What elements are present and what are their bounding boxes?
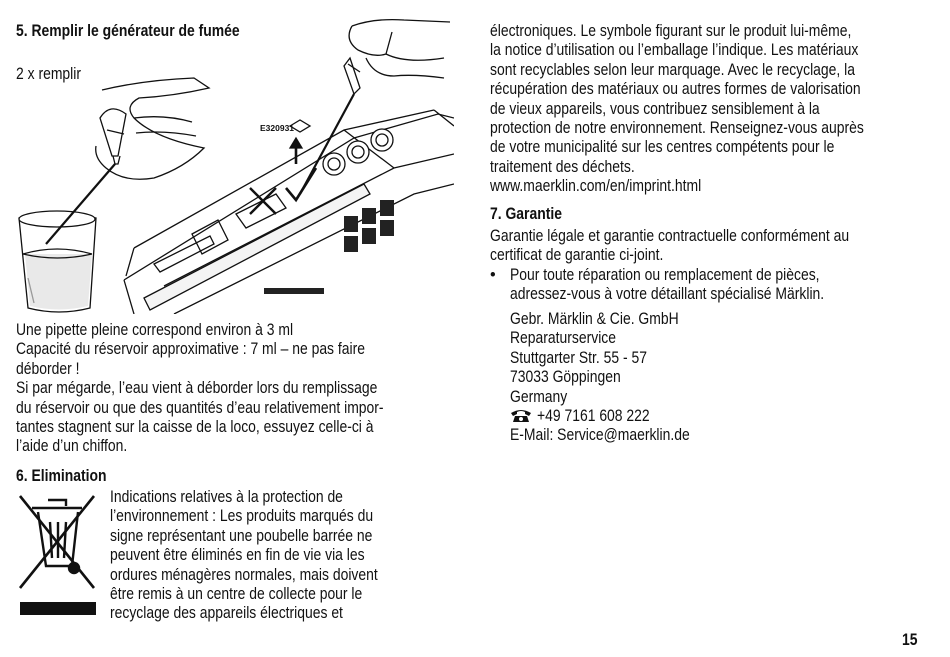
section6-title: 6. Elimination xyxy=(16,467,107,485)
text-line: du réservoir ou que des quantités d’eau relativement impor- xyxy=(16,398,384,417)
address-line: Germany xyxy=(510,387,568,406)
text-line: Une pipette pleine correspond environ à 3 ml xyxy=(16,321,294,339)
fill-note: 2 x remplir xyxy=(16,65,81,83)
address-line: Gebr. Märklin & Cie. GmbH xyxy=(510,310,679,328)
address-line: Reparaturservice xyxy=(510,329,617,348)
email-address[interactable]: E-Mail: Service@maerklin.de xyxy=(510,426,690,445)
text-line: traitement des déchets. xyxy=(490,157,635,176)
part-number: E320931 xyxy=(260,123,295,133)
page-number: 15 xyxy=(902,631,918,649)
text-line: Pour toute réparation ou remplacement de pièces, xyxy=(510,266,820,284)
right-hand-icon xyxy=(300,20,450,194)
section7-body xyxy=(490,227,908,266)
text-line: de votre municipalité sur les centres compétents pour le xyxy=(490,138,835,157)
text-line: ordures ménagères normales, mais doivent xyxy=(110,565,378,584)
text-line: tantes stagnent sur la caisse de la loco, essuyez celle-ci à xyxy=(16,418,374,437)
check-mark-icon xyxy=(286,168,316,200)
text-line: Garantie légale et garantie contractuelle conformément au xyxy=(490,227,850,245)
text-line: l’environnement : Les produits marqués du xyxy=(110,507,374,526)
section6-body xyxy=(110,488,421,624)
text-line: électroniques. Le symbole figurant sur le produit lui-même, xyxy=(490,22,852,40)
right-continuation xyxy=(490,22,925,197)
text-line: recyclage des appareils électriques et xyxy=(110,604,343,623)
text-line: protection de notre environnement. Renseignez-vous auprès xyxy=(490,119,864,138)
text-line: certificat de garantie ci-joint. xyxy=(490,246,664,265)
telephone-icon xyxy=(510,408,532,423)
phone-row xyxy=(510,407,719,426)
bullet-marker: • xyxy=(490,266,496,284)
text-line: Indications relatives à la protection de xyxy=(110,488,343,506)
bullet-text xyxy=(510,266,875,305)
address-line: 73033 Göppingen xyxy=(510,368,621,387)
text-line: peuvent être éliminés en fin de vie via les xyxy=(110,546,365,565)
text-line: être remis à un centre de collecte pour le xyxy=(110,585,363,604)
section5-body xyxy=(16,321,443,457)
crossed-bin-icon xyxy=(16,492,98,620)
text-line: adressez-vous à votre détaillant spécialisé Märklin. xyxy=(510,285,825,304)
section5-title: 5. Remplir le générateur de fumée xyxy=(16,22,240,40)
text-line: sont recyclables selon leur marquage. Avec le recyclage, la xyxy=(490,60,855,79)
cross-mark-icon xyxy=(250,188,276,214)
water-glass-icon xyxy=(19,211,96,312)
service-address xyxy=(510,310,719,446)
text-line: récupération des matériaux ou autres formes de valorisation xyxy=(490,80,861,99)
section7-title: 7. Garantie xyxy=(490,205,562,223)
text-line: déborder ! xyxy=(16,359,80,378)
imprint-link[interactable]: www.maerklin.com/en/imprint.html xyxy=(490,177,702,196)
text-line: de vieux appareils, vous contribuez sensiblement à la xyxy=(490,99,820,118)
text-line: l’aide d’un chiffon. xyxy=(16,437,128,456)
smoke-generator-illustration xyxy=(14,18,454,314)
text-line: Si par mégarde, l’eau vient à déborder lors du remplissage xyxy=(16,379,378,398)
address-line: Stuttgarter Str. 55 - 57 xyxy=(510,348,647,367)
text-line: signe représentant une poubelle barrée ne xyxy=(110,526,373,545)
text-line: Capacité du réservoir approximative : 7 ml – ne pas faire xyxy=(16,340,365,359)
text-line: la notice d’utilisation ou l’emballage l’indique. Les matériaux xyxy=(490,41,859,60)
phone-number: +49 7161 608 222 xyxy=(536,407,650,426)
